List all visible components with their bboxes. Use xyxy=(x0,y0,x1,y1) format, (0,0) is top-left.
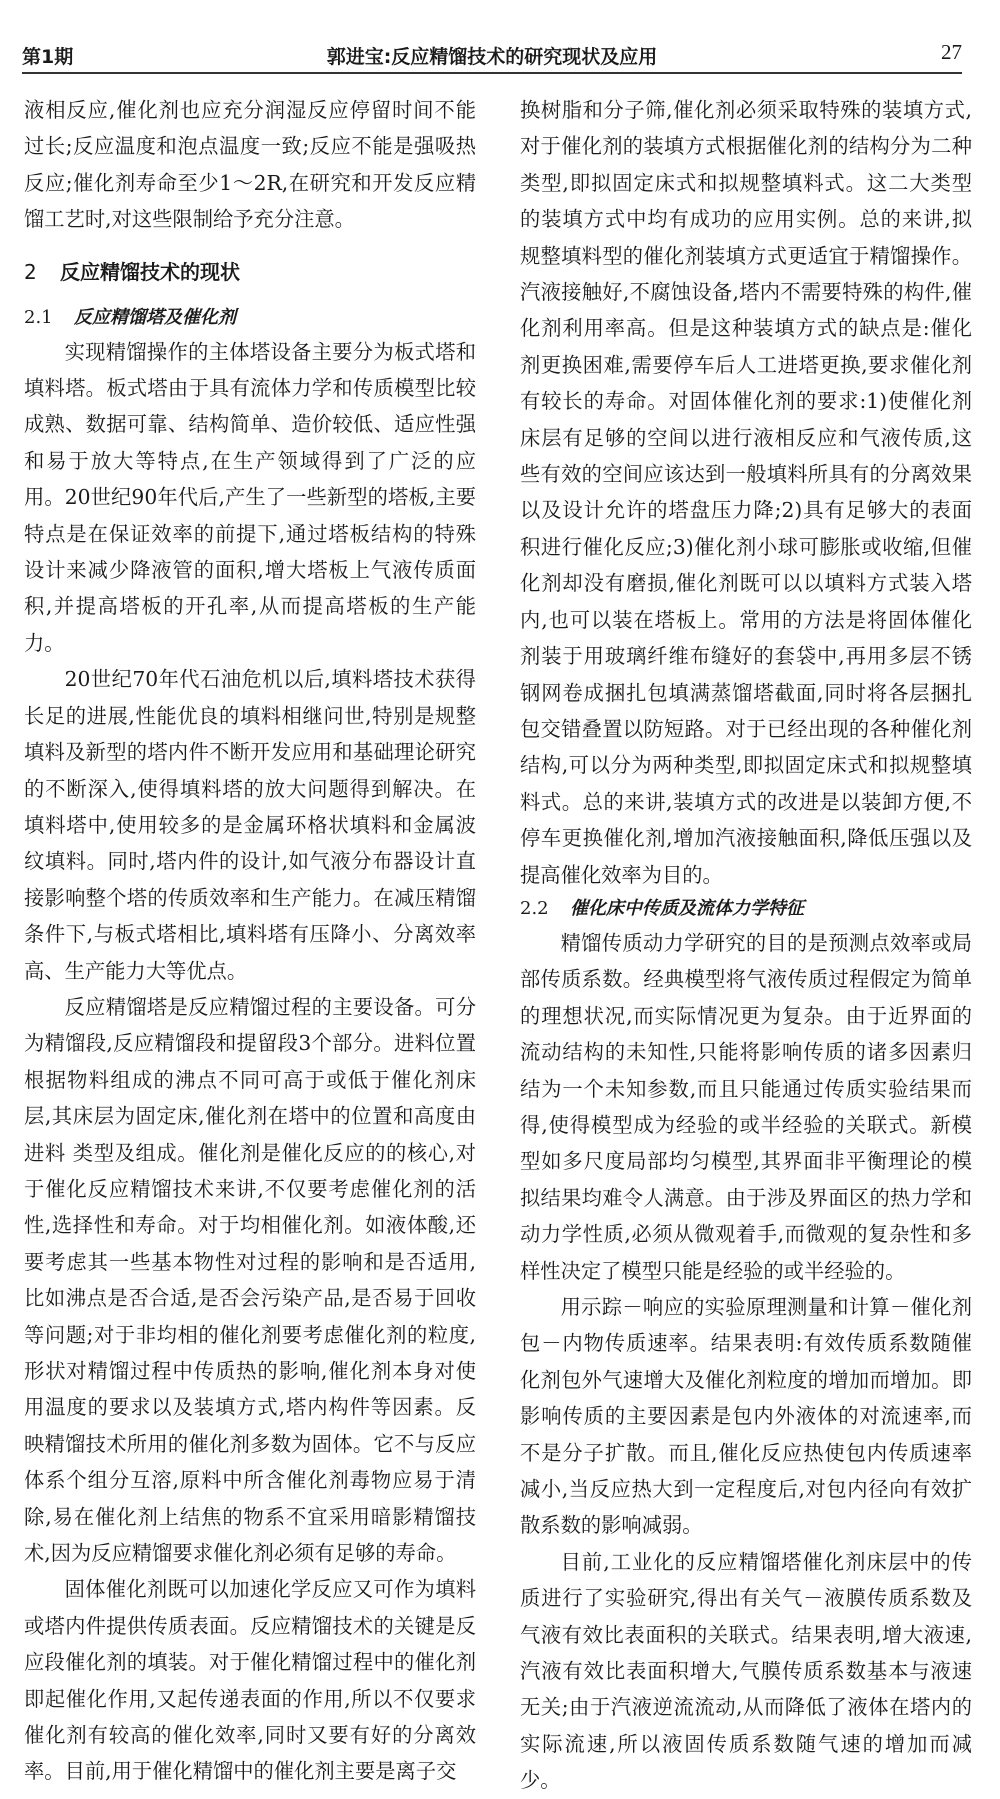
paragraph-continued: 换树脂和分子筛,催化剂必须采取特殊的装填方式,对于催化剂的装填方式根据催化剂的结构分为二种类型,即拟固定床式和拟规整填料式。这二大类型的装填方式中均有成功的应用实例。总的来讲,拟规整填料型的催化剂装填方式更适宜于精馏操作。汽液接触好,不腐蚀设备,塔内不需要特殊的构件,催化剂利用率高。但是这种装填方式的缺点是:催化剂更换困难,需要停车后人工进塔更换,要求催化剂有较长的寿命。对固体催化剂的要求:1)使催化剂床层有足够的空间以进行液相反应和气液传质,这些有效的空间应该达到一般填料所具有的分离效果以及设计允许的塔盘压力降;2)具有足够大的表面积进行催化反应;3)催化剂小球可膨胀或收缩,但催化剂却没有磨损,催化剂既可以以填料方式装入塔内,也可以装在塔板上。常用的方法是将固体催化剂装于用玻璃纤维布缝好的套袋中,再用多层不锈钢网卷成捆扎包填满蒸馏塔截面,同时将各层捆扎包交错叠置以防短路。对于已经出现的各种催化剂结构,可以分为两种类型,即拟固定床式和拟规整填料式。总的来讲,装填方式的改进是以装卸方便,不停车更换催化剂,增加汽液接触面积,降低压强以及提高催化效率为目的。 xyxy=(520,98,972,887)
subsection-heading xyxy=(520,893,972,925)
paragraph: 实现精馏操作的主体塔设备主要分为板式塔和填料塔。板式塔由于具有流体力学和传质模型比较成熟、数据可靠、结构简单、造价较低、适应性强和易于放大等特点,在生产领域得到了广泛的应用。20世纪90年代后,产生了一些新型的塔板,主要特点是在保证效率的前提下,通过塔板结构的特殊设计来减少降液管的面积,增大塔板上气液传质面积,并提高塔板的开孔率,从而提高塔板的生产能力。 xyxy=(24,339,476,655)
paragraph: 20世纪70年代石油危机以后,填料塔技术获得长足的进展,性能优良的填料相继问世,特别是规整填料及新型的塔内件不断开发应用和基础理论研究的不断深入,使得填料塔的放大问题得到解决。在填料塔中,使用较多的是金属环格状填料和金属波纹填料。同时,塔内件的设计,如气液分布器设计直接影响整个塔的传质效率和生产能力。在减压精馏条件下,与板式塔相比,填料塔有压降小、分离效率高、生产能力大等优点。 xyxy=(24,667,476,983)
paragraph-continued: 液相反应,催化剂也应充分润湿反应停留时间不能过长;反应温度和泡点温度一致;反应不能是强吸热反应;催化剂寿命至少1～2R,在研究和开发反应精馏工艺时,对这些限制给予充分注意。 xyxy=(24,98,476,232)
subsection-title: 反应精馏塔及催化剂 xyxy=(74,306,236,328)
running-title: 郭进宝:反应精馏技术的研究现状及应用 xyxy=(326,46,658,68)
paragraph: 固体催化剂既可以加速化学反应又可作为填料或塔内件提供传质表面。反应精馏技术的关键是反应段催化剂的填装。对于催化精馏过程中的催化剂即起催化作用,又起传递表面的作用,所以不仅要求催化剂有较高的催化效率,同时又要有好的分离效率。目前,用于催化精馏中的催化剂主要是离子交 xyxy=(24,1577,476,1784)
subsection-heading xyxy=(24,302,476,334)
subsection-number: 2.1 xyxy=(24,306,53,328)
section-number: 2 xyxy=(24,259,37,284)
section-heading xyxy=(24,256,476,288)
section-title: 反应精馏技术的现状 xyxy=(60,259,240,284)
left-column xyxy=(24,92,476,1790)
subsection-title: 催化床中传质及流体力学特征 xyxy=(570,897,804,919)
issue-number: 第1期 xyxy=(22,46,74,68)
paragraph: 目前,工业化的反应精馏塔催化剂床层中的传质进行了实验研究,得出有关气－液膜传质系数及气液有效比表面积的关联式。结果表明,增大液速,汽液有效比表面积增大,气膜传质系数基本与液速无关;由于汽液逆流流动,从而降低了液体在塔内的实际流速,所以液固传质系数随气速的增加而减少。 xyxy=(520,1549,972,1793)
paragraph: 精馏传质动力学研究的目的是预测点效率或局部传质系数。经典模型将气液传质过程假定为简单的理想状况,而实际情况更为复杂。由于近界面的流动结构的未知性,只能将影响传质的诸多因素归结为一个未知参数,而且只能通过传质实验结果而得,使得模型成为经验的或半经验的关联式。新模型如多尺度局部均匀模型,其界面非平衡理论的模拟结果均难令人满意。由于涉及界面区的热力学和动力学性质,必须从微观着手,而微观的复杂性和多样性决定了模型只能是经验的或半经验的。 xyxy=(520,930,972,1283)
paragraph: 反应精馏塔是反应精馏过程的主要设备。可分为精馏段,反应精馏段和提留段3个部分。进料位置根据物料组成的沸点不同可高于或低于催化剂床层,其床层为固定床,催化剂在塔中的位置和高度由进料 类型及组成。催化剂是催化反应的的核心,对于催化反应精馏技术来讲,不仅要考虑催化剂的活性,选择性和寿命。对于均相催化剂。如液体酸,还要考虑其一些基本物性对过程的影响和是否适用,比如沸点是否合适,是否会污染产品,是否易于回收等问题;对于非均相的催化剂要考虑催化剂的粒度,形状对精馏过程中传质热的影响,催化剂本身对使用温度的要求以及装填方式,塔内构件等因素。反映精馏技术所用的催化剂多数为固体。它不与反应体系个组分互溶,原料中所含催化剂毒物应易于清除,易在催化剂上结焦的物系不宜采用暗影精馏技术,因为反应精馏要求催化剂必须有足够的寿命。 xyxy=(24,994,476,1566)
subsection-number: 2.2 xyxy=(520,897,549,919)
paragraph: 用示踪－响应的实验原理测量和计算－催化剂包－内物传质速率。结果表明:有效传质系数随催化剂包外气速增大及催化剂粒度的增加而增加。即影响传质的主要因素是包内外液体的对流速率,而不是分子扩散。而且,催化反应热使包内传质速率减小,当反应热大到一定程度后,对包内径向有效扩散系数的影响减弱。 xyxy=(520,1295,972,1538)
running-header xyxy=(22,38,962,74)
page-number: 27 xyxy=(941,40,962,64)
right-column xyxy=(520,92,972,1799)
